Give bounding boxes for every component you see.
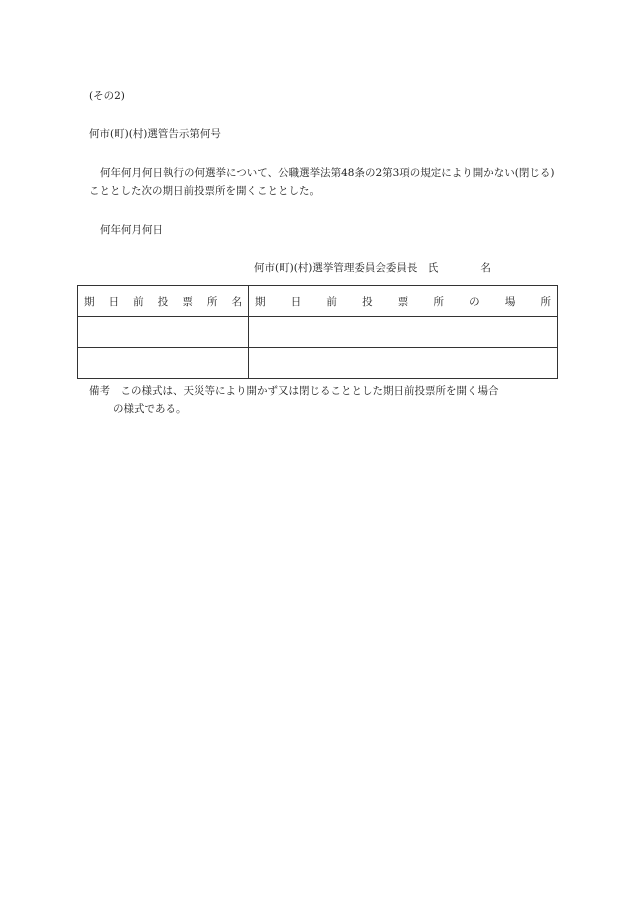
header-char: 場 xyxy=(504,295,516,308)
header-polling-place-location xyxy=(249,286,558,317)
table-cell-name xyxy=(78,317,249,348)
remarks-line-2: の様式である。 xyxy=(113,403,187,415)
header-char: 期 xyxy=(255,295,266,308)
header-char: 投 xyxy=(362,295,373,308)
remarks-line-1: この様式は、天災等により開かず又は閉じることとした期日前投票所を開く場合 xyxy=(120,385,499,397)
header-char: 票 xyxy=(182,295,193,308)
header-char: の xyxy=(469,295,480,308)
remarks-label: 備考 xyxy=(89,385,110,397)
header-char: 所 xyxy=(433,295,444,308)
notice-date: 何年何月何日 xyxy=(100,224,163,236)
header-char: 名 xyxy=(231,295,242,308)
header-char: 投 xyxy=(157,295,169,308)
header-char: 所 xyxy=(540,295,551,308)
header-polling-place-name xyxy=(78,286,249,317)
header-char: 期 xyxy=(84,295,95,308)
remarks xyxy=(89,382,559,418)
header-char: 所 xyxy=(206,295,218,308)
signatory: 何市(町)(村)選挙管理委員会委員長 氏 名 xyxy=(254,262,491,274)
subsection-number: (その2) xyxy=(89,90,125,102)
header-char: 日 xyxy=(108,295,120,308)
header-char: 票 xyxy=(397,295,409,308)
notice-body: 何年何月何日執行の何選挙について、公職選挙法第48条の2第3項の規定により開かない(閉じる)こととした次の期日前投票所を開くこととした。 xyxy=(89,167,555,197)
table-row xyxy=(78,348,558,379)
table-header-row xyxy=(78,286,558,317)
table-row xyxy=(78,317,558,348)
table-cell-location xyxy=(249,317,558,348)
polling-place-table xyxy=(77,285,558,379)
header-char: 前 xyxy=(133,295,144,308)
table-cell-name xyxy=(78,348,249,379)
header-char: 日 xyxy=(290,295,302,308)
notice-number: 何市(町)(村)選管告示第何号 xyxy=(89,128,221,140)
table-cell-location xyxy=(249,348,558,379)
header-char: 前 xyxy=(326,295,337,308)
